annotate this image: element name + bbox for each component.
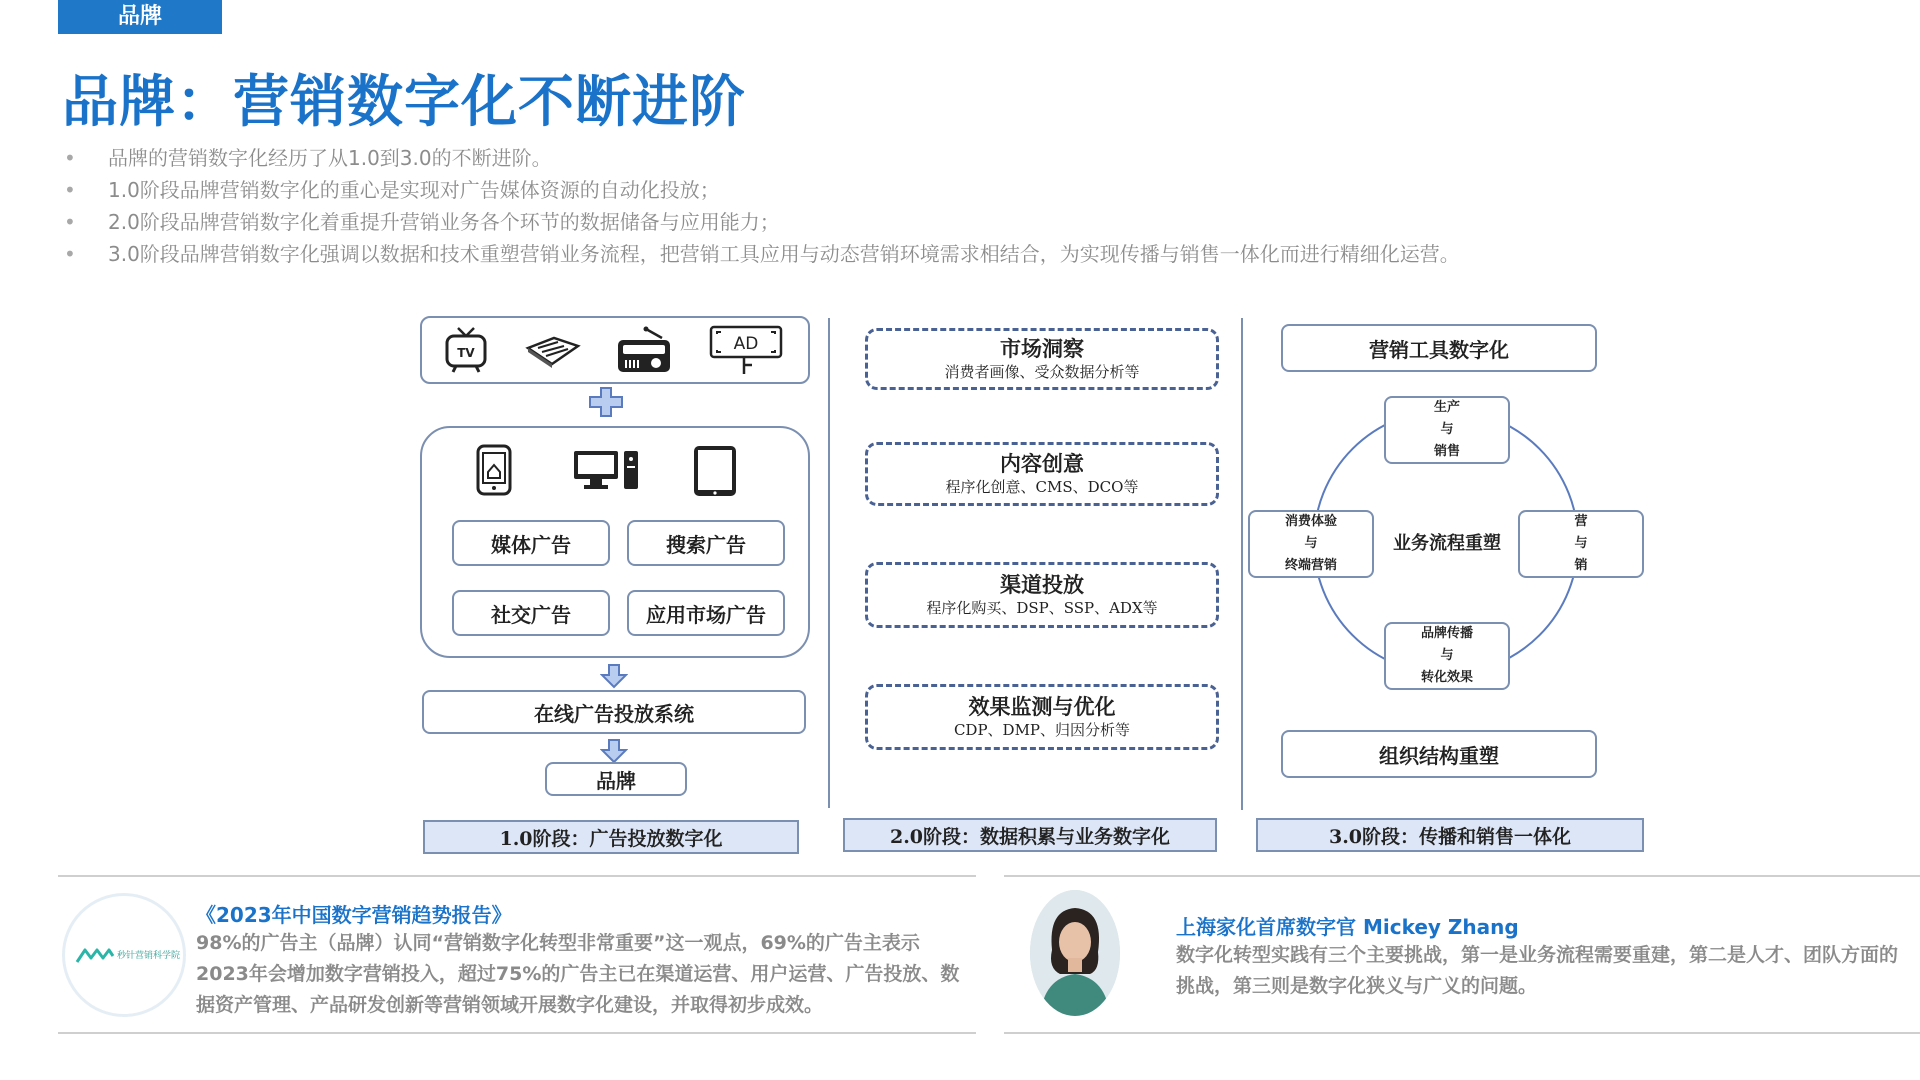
bullet-item: • 品牌的营销数字化经历了从1.0到3.0的不断进阶。	[60, 142, 1840, 174]
report-logo	[62, 893, 186, 1017]
desktop-icon	[572, 448, 640, 492]
logo-text: 秒针营销科学院	[117, 951, 181, 961]
wave-logo-icon	[75, 944, 115, 966]
divider	[58, 875, 976, 877]
node-line: 销售	[1433, 444, 1460, 459]
search-ad-box: 搜索广告	[627, 520, 785, 566]
channel-delivery-sub: 程序化购买、DSP、SSP、ADX等	[926, 599, 1158, 617]
market-insight-sub: 消费者画像、受众数据分析等	[944, 363, 1140, 381]
phone-icon	[475, 444, 513, 496]
content-creative-title: 内容创意	[1000, 451, 1084, 476]
person-portrait-icon	[1030, 890, 1120, 1016]
divider	[1004, 875, 1920, 877]
effect-monitoring-title: 效果监测与优化	[968, 694, 1116, 719]
content-creative-sub: 程序化创意、CMS、DCO等	[945, 478, 1139, 496]
app-market-ad-box: 应用市场广告	[627, 590, 785, 636]
quote-text: 数字化转型实践有三个主要挑战，第一是业务流程需要重建，第二是人才、团队方面的挑战，第三则是数字化狭义与广义的问题。	[1176, 944, 1899, 997]
report-text: 98%的广告主（品牌）认同“营销数字化转型非常重要”这一观点，69%的广告主表示2023年会增加数字营销投入，超过75%的广告主已在渠道运营、用户运营、广告投放、数据资产管理、产品研发创新等营销领域开展数字化建设，并取得初步成效。	[196, 932, 960, 1016]
section-tag: 品牌	[58, 0, 222, 34]
tv-icon	[444, 326, 488, 374]
marketing-tools-box: 营销工具数字化	[1281, 324, 1597, 372]
avatar	[1030, 890, 1120, 1016]
ad-billboard-icon	[708, 324, 784, 376]
node-line: 与	[1304, 536, 1318, 551]
node-line: 与	[1440, 422, 1454, 437]
node-line: 消费体验	[1284, 514, 1337, 529]
production-sales-node	[1384, 396, 1510, 464]
brand-box: 品牌	[545, 762, 687, 796]
market-insight-title: 市场洞察	[1000, 336, 1084, 361]
channel-delivery-title: 渠道投放	[1000, 572, 1084, 597]
effect-monitoring-sub: CDP、DMP、归因分析等	[953, 721, 1131, 739]
page-title: 品牌：营销数字化不断进阶	[62, 70, 746, 135]
quote-author: 上海家化首席数字官 Mickey Zhang	[1176, 915, 1519, 939]
bullet-list	[60, 142, 1840, 270]
node-line: 生产	[1433, 400, 1460, 415]
stage1-label: 1.0阶段：广告投放数字化	[423, 820, 799, 854]
process-reshape-label: 业务流程重塑	[1393, 533, 1501, 554]
node-line: 品牌传播	[1420, 626, 1473, 641]
radio-icon	[616, 326, 672, 374]
node-line: 营	[1574, 514, 1588, 529]
marketing-sales-node	[1518, 510, 1644, 578]
effect-monitoring-box	[865, 684, 1219, 750]
divider	[828, 318, 830, 808]
divider	[58, 1032, 976, 1034]
bullet-item: • 1.0阶段品牌营销数字化的重心是实现对广告媒体资源的自动化投放；	[60, 174, 1840, 206]
node-line: 终端营销	[1284, 558, 1337, 573]
divider	[1241, 318, 1243, 810]
tablet-icon	[692, 444, 738, 498]
svg-text:TV: TV	[457, 346, 475, 360]
node-line: 与	[1440, 648, 1454, 663]
node-line: 销	[1574, 558, 1588, 573]
market-insight-box	[865, 328, 1219, 390]
media-ad-box: 媒体广告	[452, 520, 610, 566]
org-structure-box: 组织结构重塑	[1281, 730, 1597, 778]
svg-text:AD: AD	[733, 334, 759, 354]
arrow-down-icon	[600, 663, 628, 689]
consumer-experience-node	[1248, 510, 1374, 578]
node-line: 转化效果	[1420, 670, 1473, 685]
newspaper-icon	[524, 330, 582, 370]
channel-delivery-box	[865, 562, 1219, 628]
bullet-item: • 2.0阶段品牌营销数字化着重提升营销业务各个环节的数据储备与应用能力；	[60, 206, 1840, 238]
stage2-label: 2.0阶段：数据积累与业务数字化	[843, 818, 1217, 852]
stage3-label: 3.0阶段：传播和销售一体化	[1256, 818, 1644, 852]
ad-system-box: 在线广告投放系统	[422, 690, 806, 734]
content-creative-box	[865, 442, 1219, 506]
report-title: 《2023年中国数字营销趋势报告》	[196, 903, 512, 927]
brand-conversion-node	[1384, 622, 1510, 690]
divider	[1004, 1032, 1920, 1034]
arrow-down-icon	[600, 738, 628, 764]
plus-icon	[588, 386, 624, 418]
bullet-item: • 3.0阶段品牌营销数字化强调以数据和技术重塑营销业务流程，把营销工具应用与动态营销环境需求相结合，为实现传播与销售一体化而进行精细化运营。	[60, 238, 1840, 270]
node-line: 与	[1574, 536, 1588, 551]
social-ad-box: 社交广告	[452, 590, 610, 636]
